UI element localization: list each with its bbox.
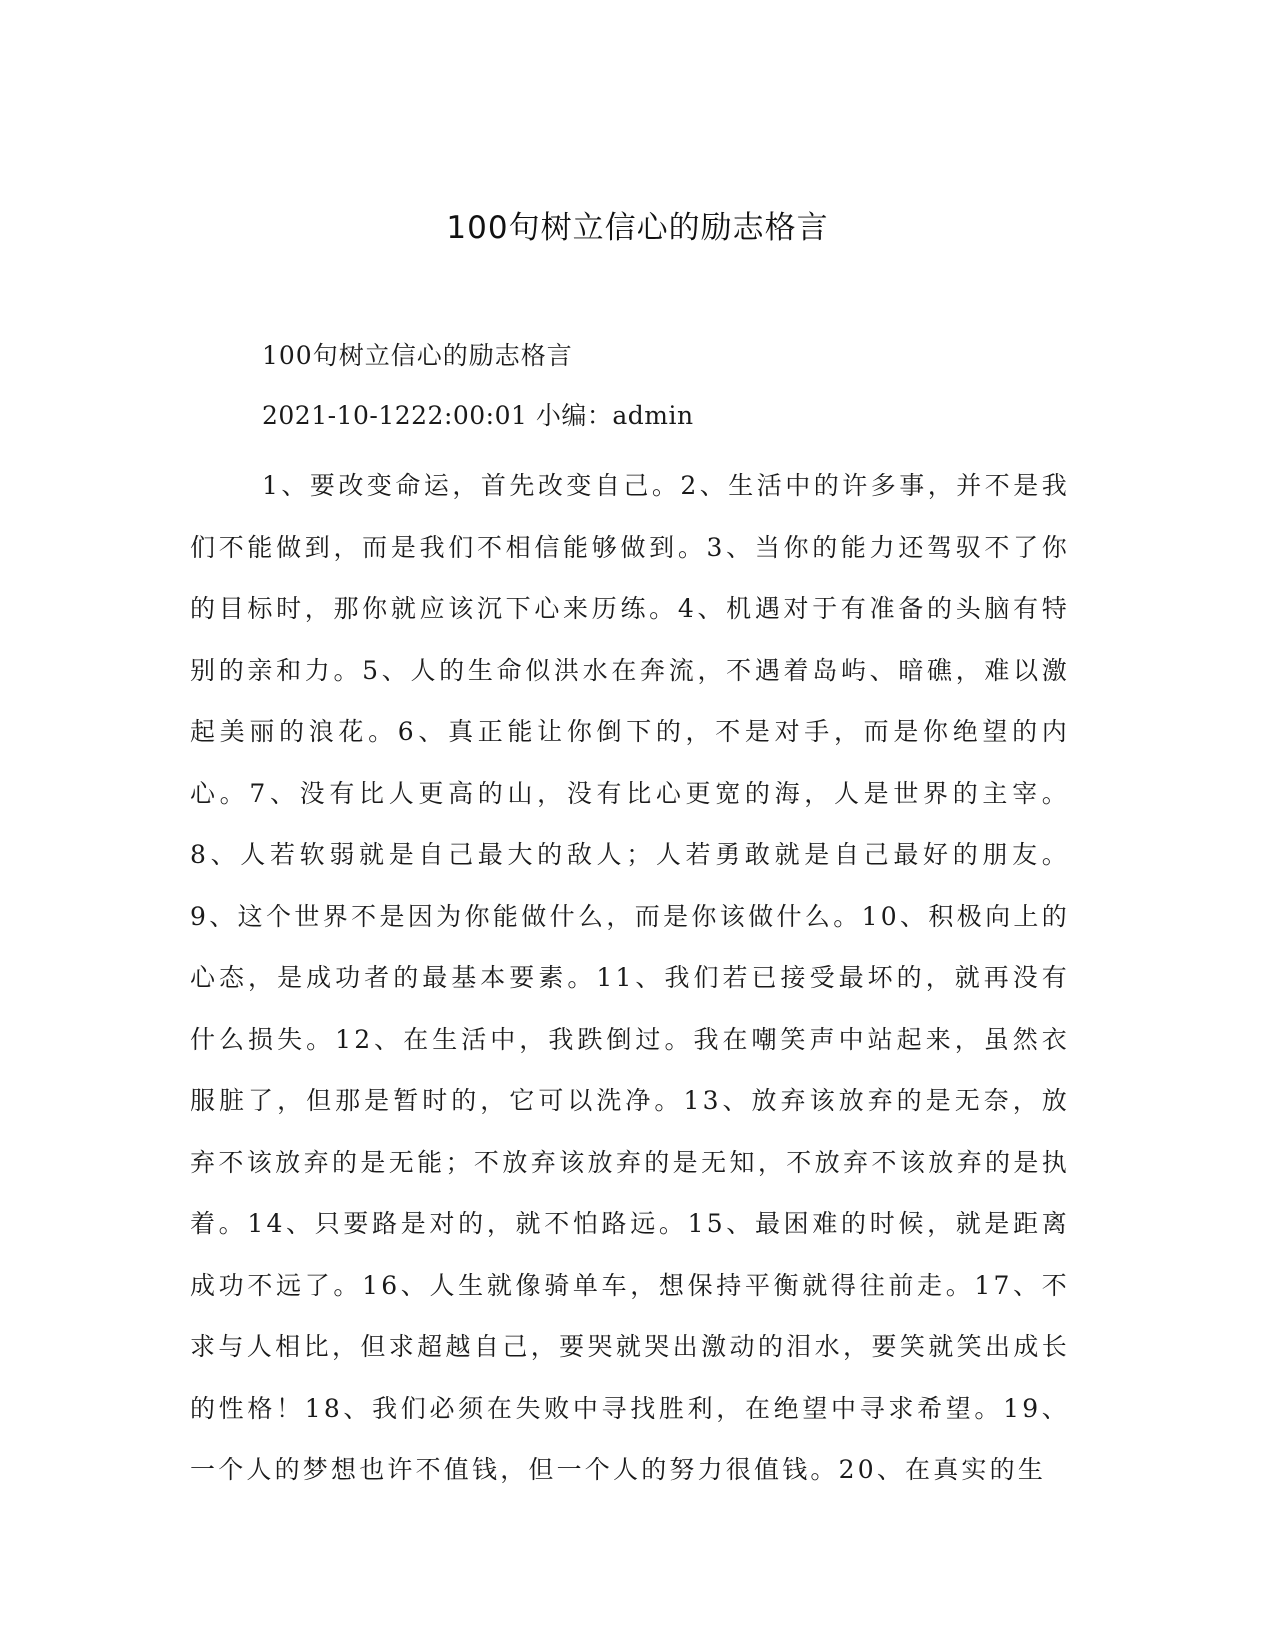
article-date-author: 2021-10-1222:00:01 小编：admin <box>262 401 694 430</box>
article-body: 1、要改变命运，首先改变自己。2、生活中的许多事，并不是我们不能做到，而是我们不相信能够做到。3、当你的能力还驾驭不了你的目标时，那你就应该沉下心来历练。4、机遇对于有准备的头脑有特别的亲和力。5、人的生命似洪水在奔流，不遇着岛屿、暗礁，难以激起美丽的浪花。6、真正能让你倒下的，不是对手，而是你绝望的内心。7、没有比人更高的山，没有比心更宽的海，人是世界的主宰。8、人若软弱就是自己最大的敌人；人若勇敢就是自己最好的朋友。9、这个世界不是因为你能做什么，而是你该做什么。10、积极向上的心态，是成功者的最基本要素。11、我们若已接受最坏的，就再没有什么损失。12、在生活中，我跌倒过。我在嘲笑声中站起来，虽然衣服脏了，但那是暂时的，它可以洗净。13、放弃该放弃的是无奈，放弃不该放弃的是无能；不放弃该放弃的是无知，不放弃不该放弃的是执着。14、只要路是对的，就不怕路远。15、最困难的时候，就是距离成功不远了。16、人生就像骑单车，想保持平衡就得往前走。17、不求与人相比，但求超越自己，要哭就哭出激动的泪水，要笑就笑出成长的性格！18、我们必须在失败中寻找胜利，在绝望中寻求希望。19、一个人的梦想也许不值钱，但一个人的努力很值钱。20、在真实的生 <box>190 471 1070 1484</box>
document-title: 100句树立信心的励志格言 <box>446 210 829 246</box>
article-subtitle: 100句树立信心的励志格言 <box>262 341 573 370</box>
